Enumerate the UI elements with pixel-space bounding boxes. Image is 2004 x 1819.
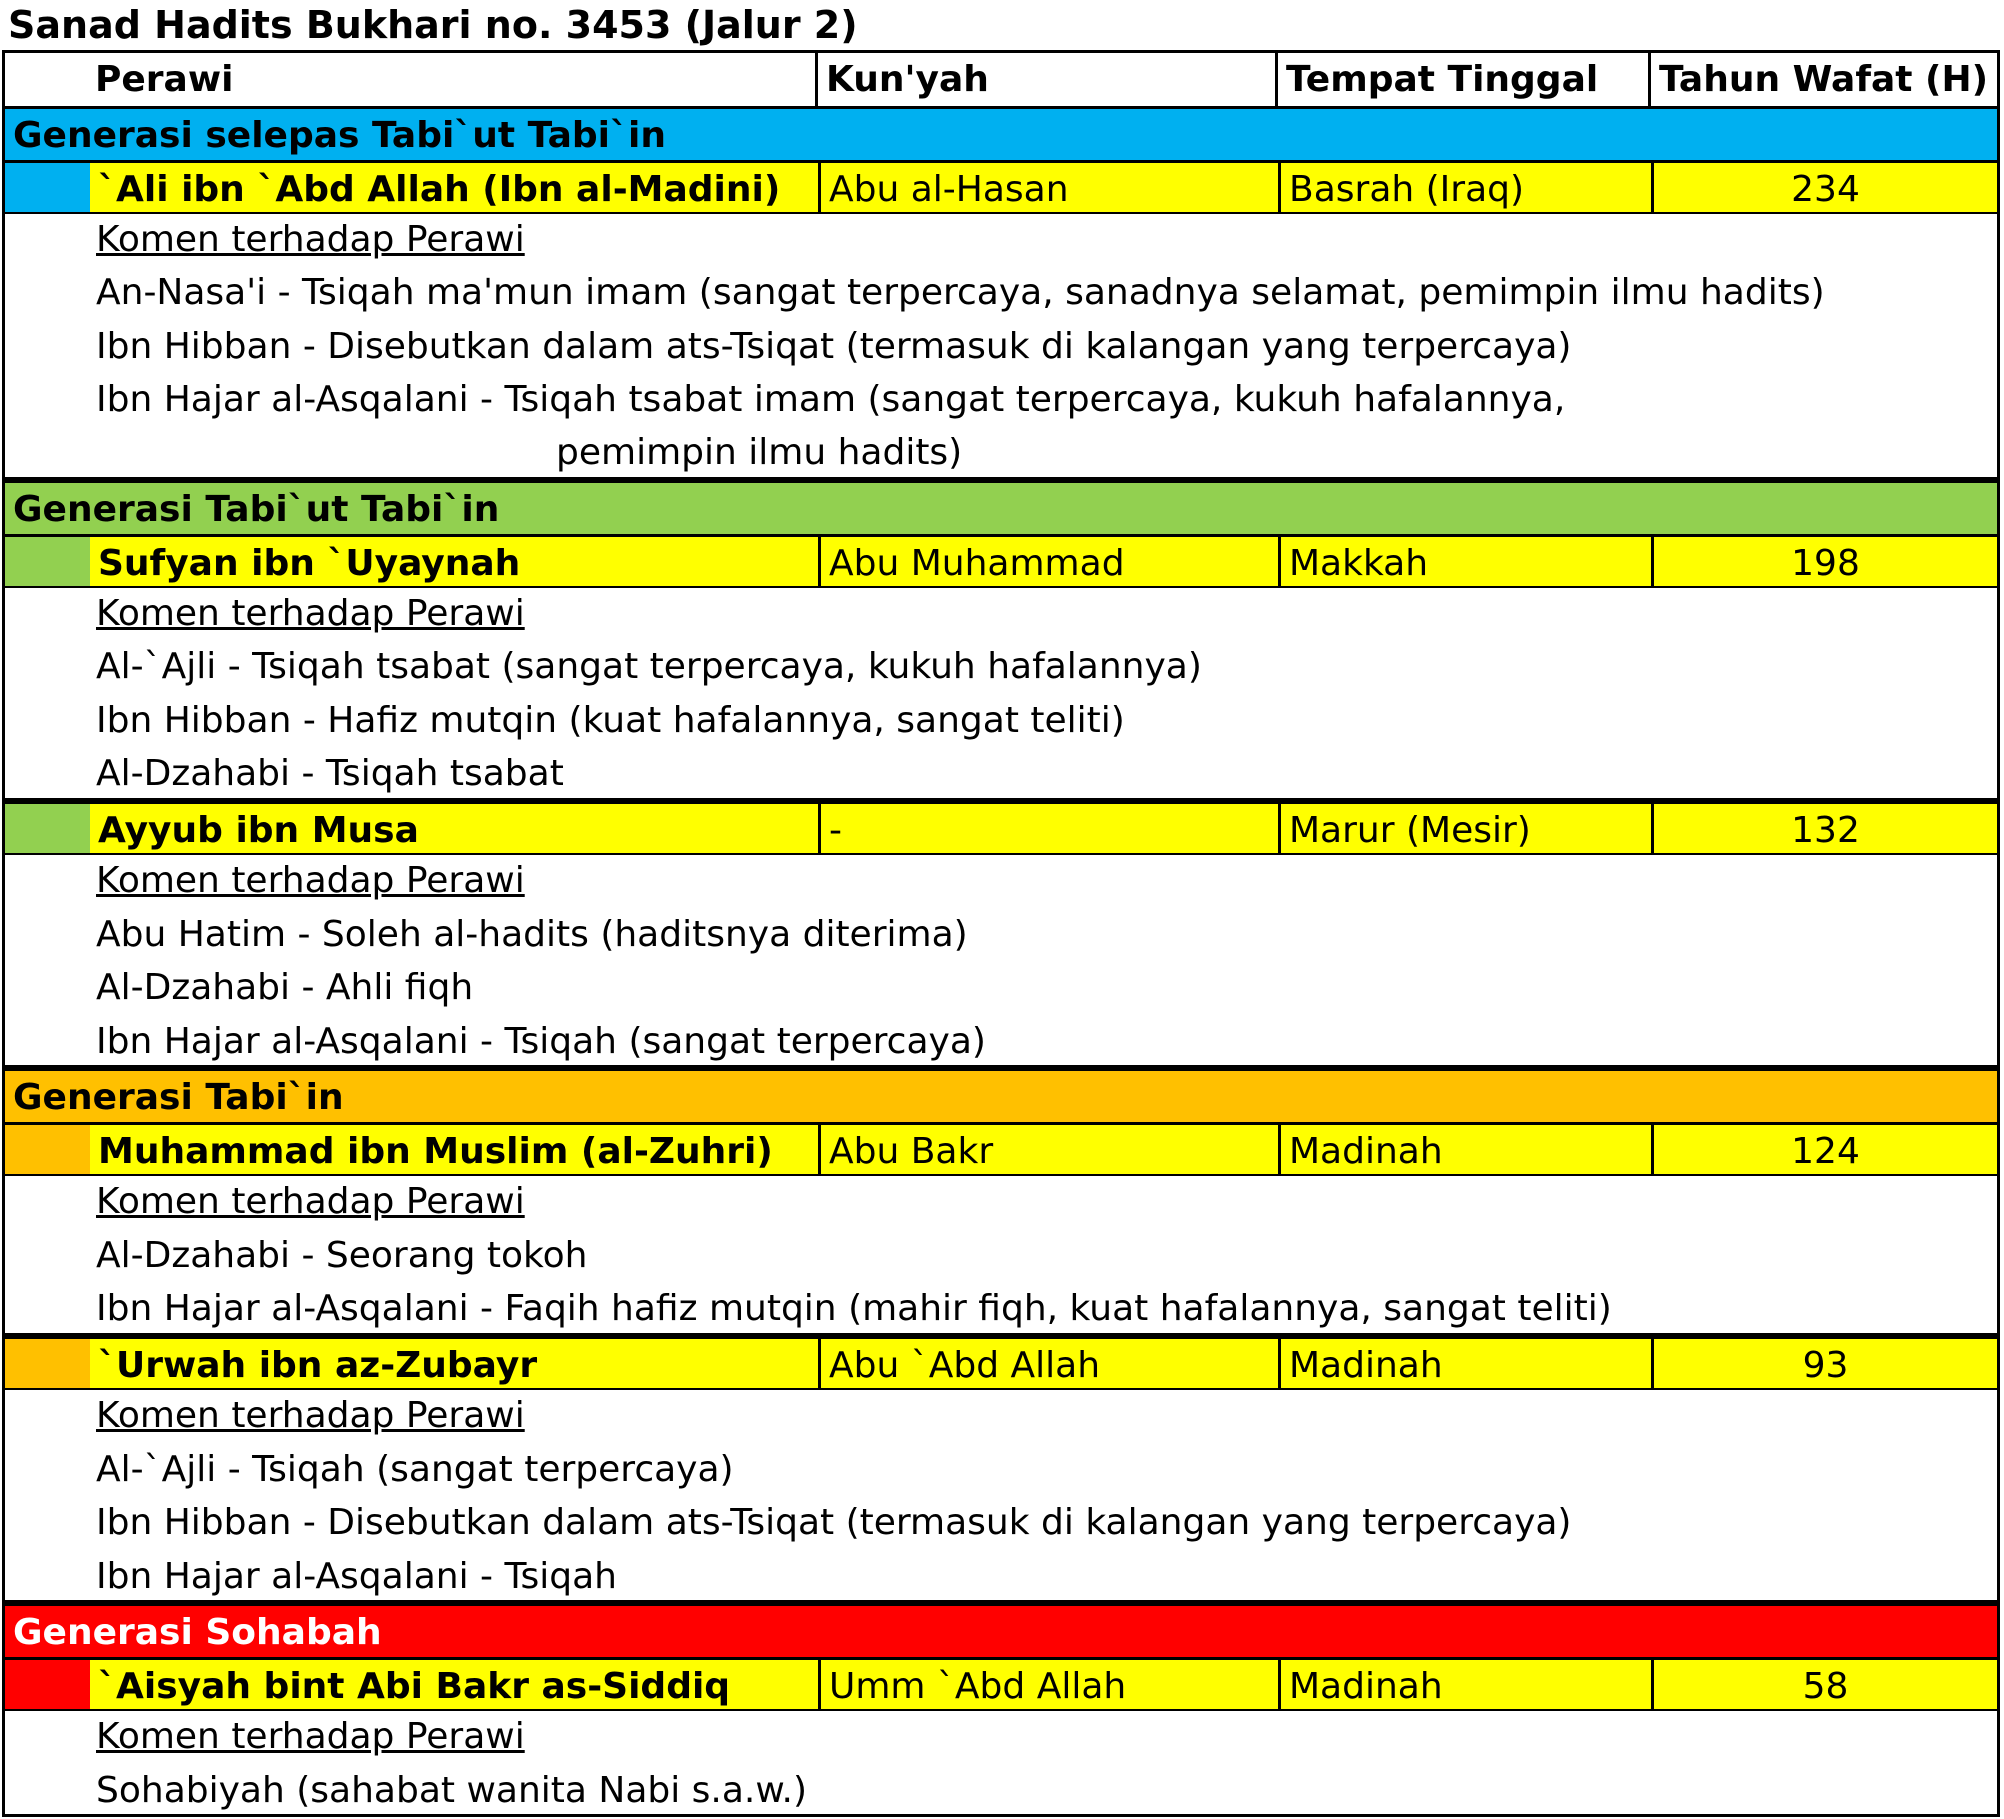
comment-line: Ibn Hibban - Disebutkan dalam ats-Tsiqat (termasuk di kalangan yang terpercaya) <box>96 1502 1572 1543</box>
narrator-residence: Madinah <box>1278 1339 1651 1388</box>
narrator-death-year: 124 <box>1651 1125 1997 1174</box>
narrator-row <box>5 1333 1997 1390</box>
column-header-wafat: Tahun Wafat (H) <box>1659 59 1989 100</box>
comment-line: Al-Dzahabi - Ahli fiqh <box>96 967 474 1008</box>
narrator-death-year: 132 <box>1651 804 1997 853</box>
narrator-kunyah: - <box>818 804 1278 853</box>
generation-header: Generasi Sohabah <box>5 1603 1997 1657</box>
generation-header: Generasi Tabi`in <box>5 1068 1997 1122</box>
column-header-perawi: Perawi <box>95 59 234 100</box>
narrator-death-year: 93 <box>1651 1339 1997 1388</box>
narrator-name: Ayyub ibn Musa <box>98 810 419 851</box>
narrator-kunyah: Abu al-Hasan <box>818 163 1278 212</box>
narrator-residence: Marur (Mesir) <box>1278 804 1651 853</box>
generation-color-swatch <box>5 1339 90 1388</box>
generation-header: Generasi Tabi`ut Tabi`in <box>5 480 1997 534</box>
comment-line: An-Nasa'i - Tsiqah ma'mun imam (sangat terpercaya, sanadnya selamat, pemimpin ilmu hadits) <box>96 272 1825 313</box>
narrator-kunyah: Umm `Abd Allah <box>818 1660 1278 1709</box>
generation-header: Generasi selepas Tabi`ut Tabi`in <box>5 106 1997 160</box>
narrator-residence: Madinah <box>1278 1660 1651 1709</box>
narrator-residence: Madinah <box>1278 1125 1651 1174</box>
column-header-tempat: Tempat Tinggal <box>1286 59 1599 100</box>
narrator-row <box>5 160 1997 214</box>
narrator-name: `Ali ibn `Abd Allah (Ibn al-Madini) <box>98 169 781 210</box>
generation-color-swatch <box>5 804 90 853</box>
generation-color-swatch <box>5 1660 90 1709</box>
narrator-kunyah: Abu `Abd Allah <box>818 1339 1278 1388</box>
narrator-residence: Makkah <box>1278 537 1651 586</box>
comment-heading: Komen terhadap Perawi <box>96 219 525 260</box>
comment-line: Abu Hatim - Soleh al-hadits (haditsnya diterima) <box>96 914 968 955</box>
narrator-residence: Basrah (Iraq) <box>1278 163 1651 212</box>
comment-line: Al-Dzahabi - Seorang tokoh <box>96 1235 588 1276</box>
narrator-row <box>5 798 1997 855</box>
comment-heading: Komen terhadap Perawi <box>96 1395 525 1436</box>
narrator-kunyah: Abu Bakr <box>818 1125 1278 1174</box>
column-header-kunyah: Kun'yah <box>826 59 989 100</box>
document-title: Sanad Hadits Bukhari no. 3453 (Jalur 2) <box>8 3 858 47</box>
narrator-name: Muhammad ibn Muslim (al-Zuhri) <box>98 1131 773 1172</box>
comment-line: pemimpin ilmu hadits) <box>556 432 963 473</box>
comment-line: Ibn Hibban - Hafiz mutqin (kuat hafalannya, sangat teliti) <box>96 700 1125 741</box>
narrator-row <box>5 1122 1997 1176</box>
comment-line: Sohabiyah (sahabat wanita Nabi s.a.w.) <box>96 1770 807 1811</box>
comment-line: Al-Dzahabi - Tsiqah tsabat <box>96 753 564 794</box>
comment-line: Ibn Hibban - Disebutkan dalam ats-Tsiqat (termasuk di kalangan yang terpercaya) <box>96 326 1572 367</box>
sanad-table <box>2 50 2000 1817</box>
comment-line: Ibn Hajar al-Asqalani - Tsiqah <box>96 1556 617 1597</box>
comment-heading: Komen terhadap Perawi <box>96 860 525 901</box>
comment-heading: Komen terhadap Perawi <box>96 1716 525 1757</box>
narrator-row <box>5 534 1997 588</box>
comment-line: Ibn Hajar al-Asqalani - Tsiqah (sangat terpercaya) <box>96 1021 986 1062</box>
comment-line: Al-`Ajli - Tsiqah tsabat (sangat terpercaya, kukuh hafalannya) <box>96 646 1202 687</box>
narrator-kunyah: Abu Muhammad <box>818 537 1278 586</box>
narrator-name: `Aisyah bint Abi Bakr as-Siddiq <box>98 1666 731 1707</box>
comment-line: Ibn Hajar al-Asqalani - Tsiqah tsabat imam (sangat terpercaya, kukuh hafalannya, <box>96 379 1566 420</box>
comment-heading: Komen terhadap Perawi <box>96 593 525 634</box>
generation-color-swatch <box>5 163 90 212</box>
generation-color-swatch <box>5 1125 90 1174</box>
comment-line: Al-`Ajli - Tsiqah (sangat terpercaya) <box>96 1449 734 1490</box>
narrator-death-year: 234 <box>1651 163 1997 212</box>
comment-line: Ibn Hajar al-Asqalani - Faqih hafiz mutqin (mahir fiqh, kuat hafalannya, sangat teliti) <box>96 1288 1612 1329</box>
narrator-row <box>5 1657 1997 1711</box>
narrator-name: Sufyan ibn `Uyaynah <box>98 543 521 584</box>
narrator-death-year: 58 <box>1651 1660 1997 1709</box>
table-header-row <box>5 53 1997 107</box>
generation-color-swatch <box>5 537 90 586</box>
narrator-death-year: 198 <box>1651 537 1997 586</box>
narrator-name: `Urwah ibn az-Zubayr <box>98 1345 538 1386</box>
comment-heading: Komen terhadap Perawi <box>96 1181 525 1222</box>
